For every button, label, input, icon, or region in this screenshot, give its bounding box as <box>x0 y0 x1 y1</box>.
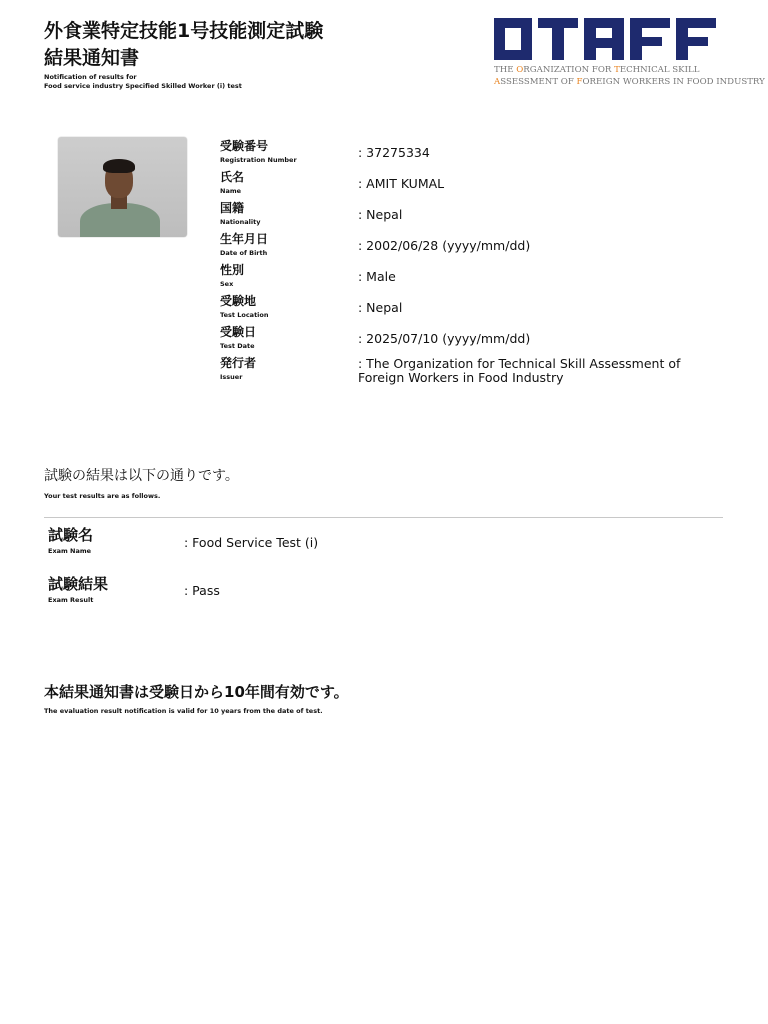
field-sex: 性別 Sex <box>220 263 245 288</box>
exam-result-value: : Pass <box>184 583 220 598</box>
exam-name-value: : Food Service Test (i) <box>184 535 319 550</box>
candidate-photo <box>58 137 187 237</box>
subtitle-line-1: Notification of results for <box>44 73 137 81</box>
logo-tagline-2: ASSESSMENT OF FOREIGN WORKERS IN FOOD INDUSTRY <box>494 77 765 87</box>
validity-statement-en: The evaluation result notification is valid for 10 years from the date of test. <box>44 707 323 715</box>
field-test-location: 受験地 Test Location <box>220 294 269 319</box>
value-test-date: : 2025/07/10 (yyyy/mm/dd) <box>358 331 531 346</box>
value-issuer: : The Organization for Technical Skill Assessment of Foreign Workers in Food Industry <box>358 356 681 385</box>
page-title <box>44 18 323 72</box>
value-test-location: : Nepal <box>358 300 403 315</box>
exam-result-label: 試験結果 Exam Result <box>48 575 109 604</box>
validity-statement: 本結果通知書は受験日から10年間有効です。 <box>44 683 349 701</box>
title-line-1: 外食業特定技能1号技能測定試験 <box>44 20 324 42</box>
value-date-of-birth: : 2002/06/28 (yyyy/mm/dd) <box>358 238 531 253</box>
otaff-logo <box>494 16 765 88</box>
results-intro-en: Your test results are as follows. <box>44 492 161 500</box>
field-name: 氏名 Name <box>220 170 245 195</box>
exam-name-label: 試験名 Exam Name <box>48 526 94 555</box>
otaff-wordmark-icon <box>494 16 718 62</box>
logo-wordmark <box>494 16 722 64</box>
value-registration-number: : 37275334 <box>358 145 430 160</box>
title-line-2: 結果通知書 <box>44 47 140 69</box>
divider <box>44 517 723 518</box>
value-nationality: : Nepal <box>358 207 403 222</box>
field-test-date: 受験日 Test Date <box>220 325 257 350</box>
subtitle-line-2: Food service industry Specified Skilled Worker (i) test <box>44 82 242 90</box>
results-intro: 試験の結果は以下の通りです。 <box>44 468 239 484</box>
value-sex: : Male <box>358 269 396 284</box>
field-issuer: 発行者 Issuer <box>220 356 257 381</box>
field-date-of-birth: 生年月日 Date of Birth <box>220 232 269 257</box>
logo-tagline-1: THE ORGANIZATION FOR TECHNICAL SKILL <box>494 65 700 75</box>
field-registration-number: 受験番号 Registration Number <box>220 139 297 164</box>
field-nationality: 国籍 Nationality <box>220 201 261 226</box>
page-subtitle <box>44 73 242 91</box>
value-name: : AMIT KUMAL <box>358 176 445 191</box>
